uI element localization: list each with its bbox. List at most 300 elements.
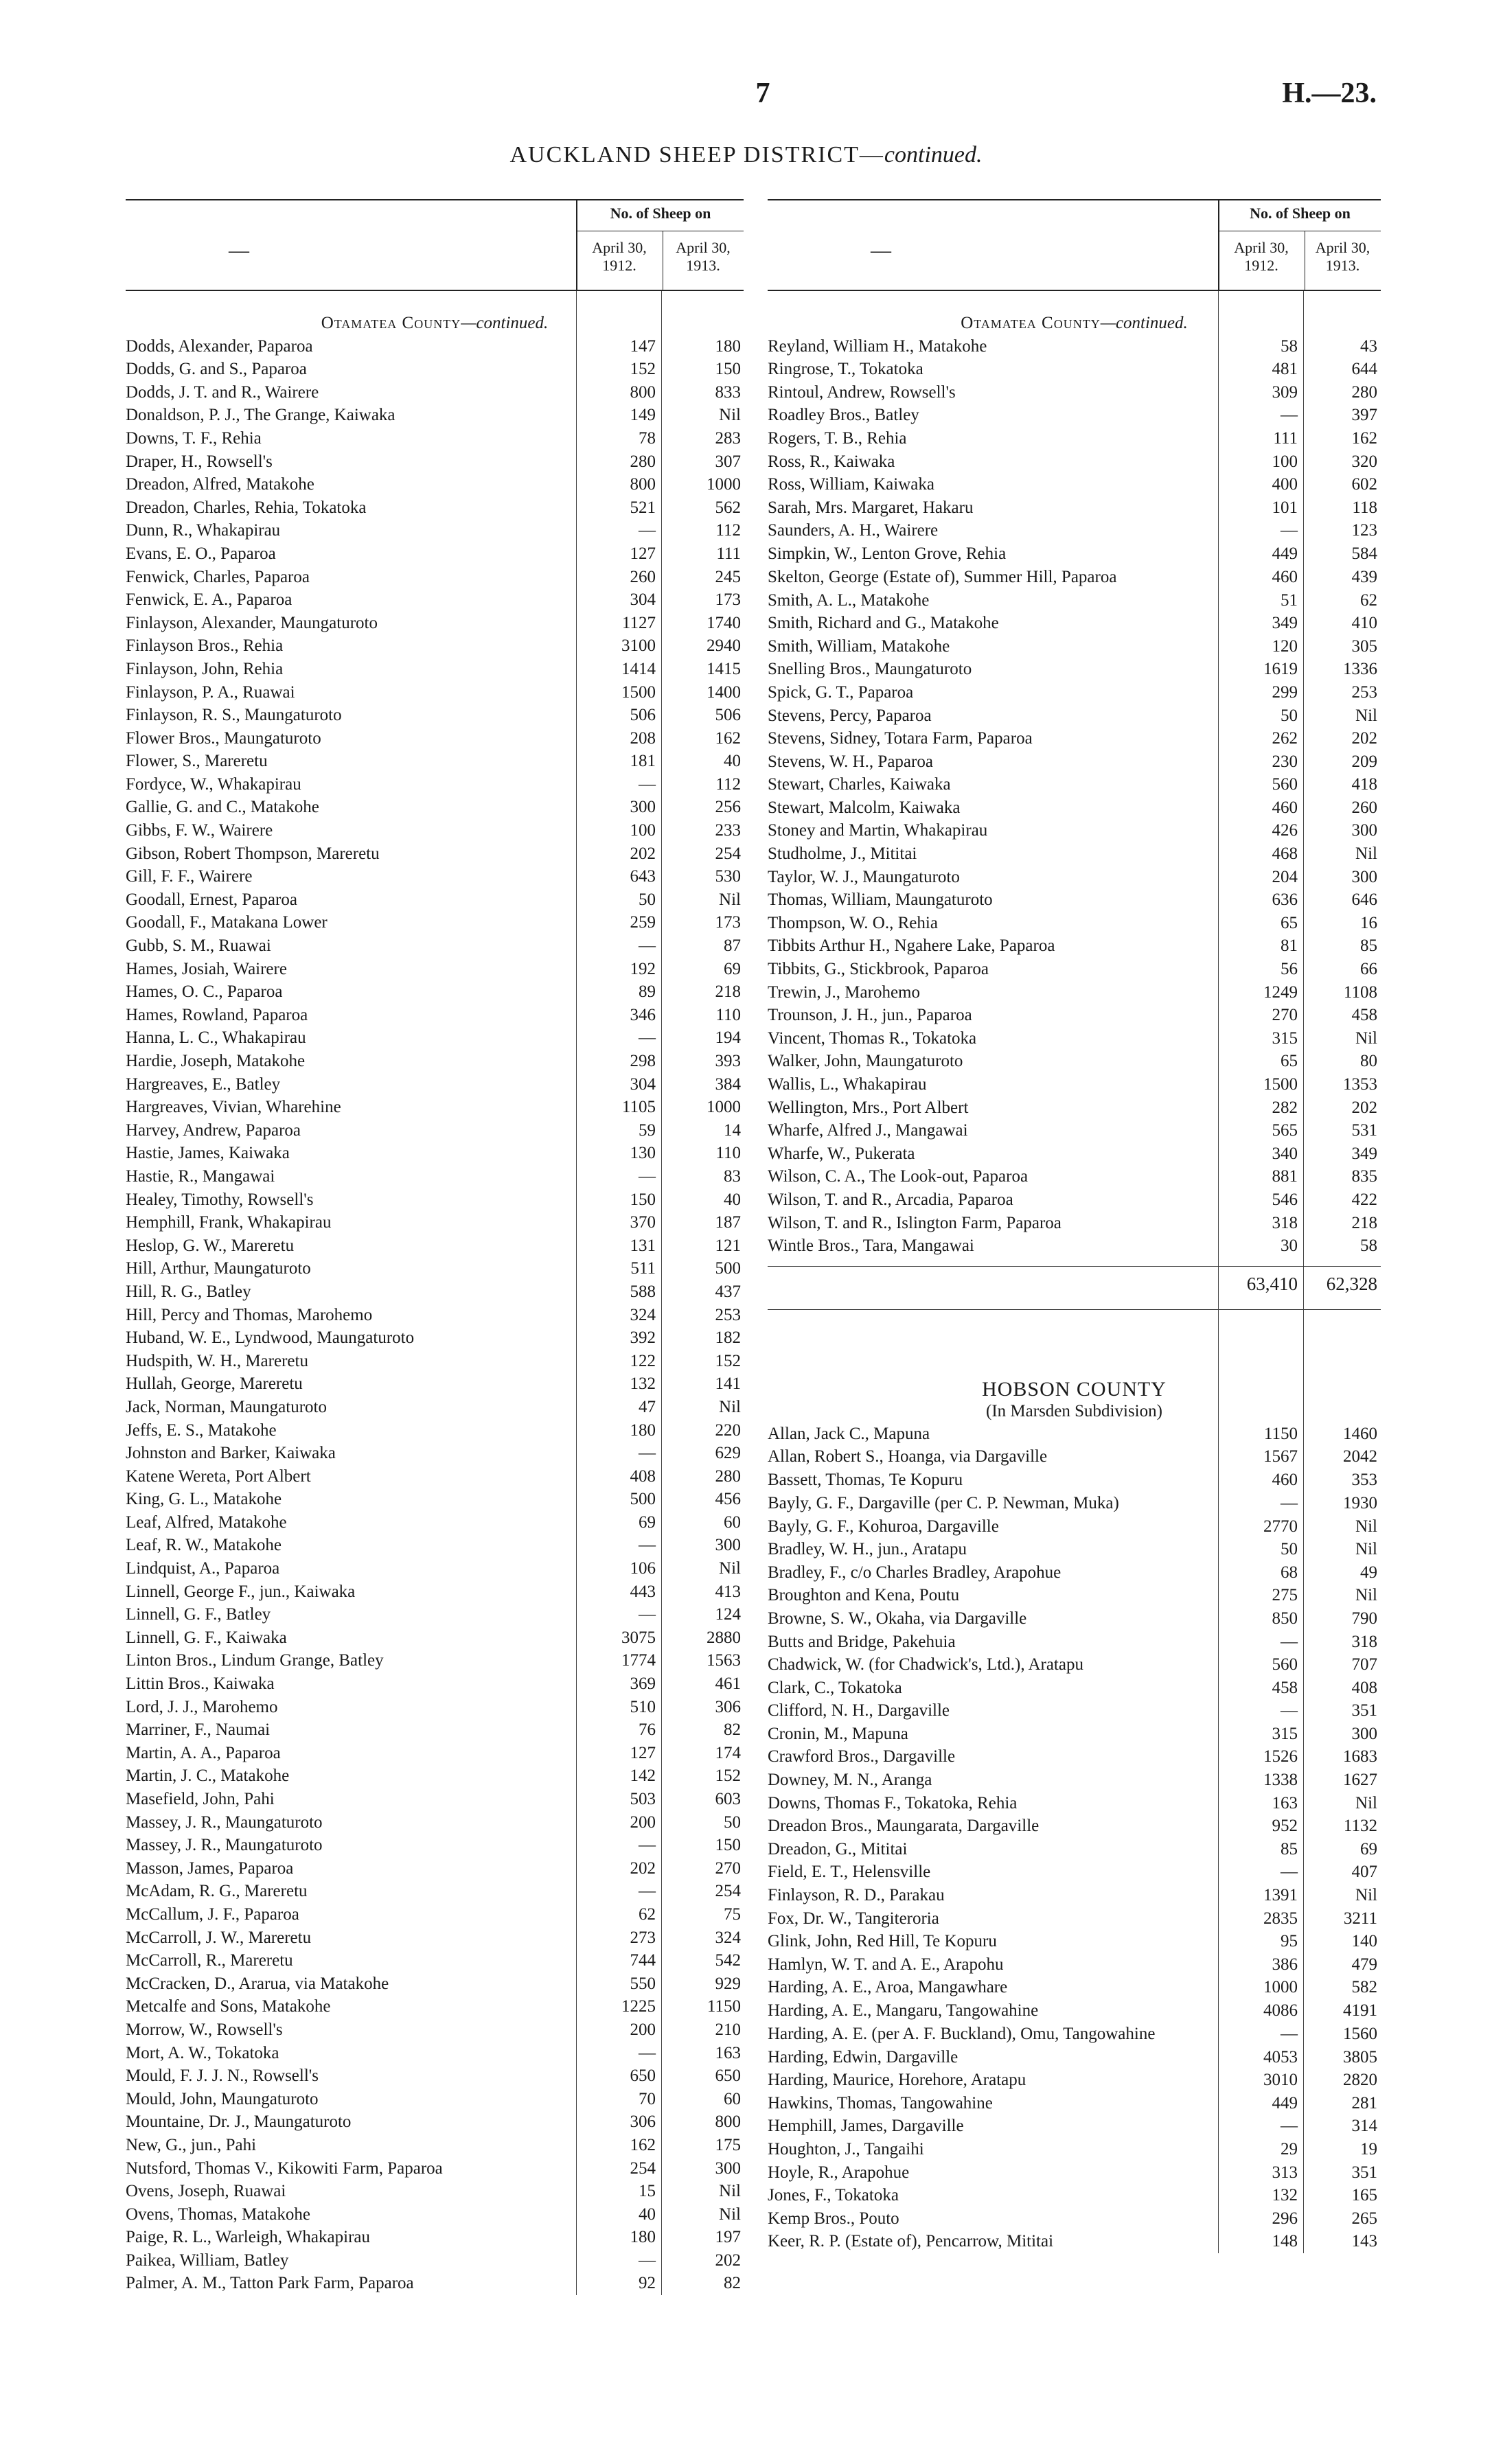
sheep-1912: 386 xyxy=(1272,1955,1298,1974)
sheep-1912: 47 xyxy=(639,1397,656,1416)
holder-name: Linnell, G. F., Kaiwaka xyxy=(126,1628,287,1647)
table-row xyxy=(126,796,744,819)
holder-name: Gallie, G. and C., Matakohe xyxy=(126,798,319,817)
holder-name: Martin, A. A., Paparoa xyxy=(126,1743,281,1762)
table-row xyxy=(768,1538,1381,1561)
table-row xyxy=(126,2064,744,2088)
holder-name: Vincent, Thomas R., Tokatoka xyxy=(768,1028,977,1048)
sheep-1913: 300 xyxy=(1351,867,1377,886)
table-row xyxy=(768,1745,1381,1769)
sheep-1913: 75 xyxy=(724,1904,741,1924)
table-header-left xyxy=(126,199,744,291)
table-row xyxy=(768,1119,1381,1142)
holder-name: Hill, R. G., Batley xyxy=(126,1282,251,1301)
sheep-1912: 40 xyxy=(639,2204,656,2224)
table-row xyxy=(768,589,1381,612)
table-row xyxy=(126,1142,744,1165)
sheep-1912: 4086 xyxy=(1263,2001,1298,2020)
sheep-1913: 112 xyxy=(715,774,741,794)
table-row xyxy=(768,1792,1381,1815)
holder-name: Harding, Edwin, Dargaville xyxy=(768,2047,959,2066)
table-row xyxy=(126,2110,744,2134)
table-row xyxy=(126,1834,744,1857)
holder-name: Draper, H., Rowsell's xyxy=(126,452,273,471)
sheep-1913: 19 xyxy=(1360,2139,1377,2158)
holder-name: Ross, William, Kaiwaka xyxy=(768,475,934,494)
holder-name: Martin, J. C., Matakohe xyxy=(126,1766,290,1786)
table-row xyxy=(768,1234,1381,1258)
table-row xyxy=(768,796,1381,820)
holder-name: Dunn, R., Whakapirau xyxy=(126,521,281,540)
sheep-1912: 204 xyxy=(1272,867,1298,886)
sheep-1913: 254 xyxy=(715,844,741,863)
holder-name: Flower Bros., Maungaturoto xyxy=(126,728,321,748)
district-heading: AUCKLAND SHEEP DISTRICT—continued. xyxy=(509,142,983,168)
table-row xyxy=(126,958,744,981)
sheep-1912: 510 xyxy=(630,1697,656,1716)
sheep-1912: 952 xyxy=(1272,1817,1298,1836)
sheep-1913: 124 xyxy=(715,1605,741,1624)
holder-name: Lindquist, A., Paparoa xyxy=(126,1559,280,1578)
sheep-1913: 2820 xyxy=(1343,2071,1377,2090)
sheep-1912: 273 xyxy=(630,1928,656,1947)
holder-name: Leaf, R. W., Matakohe xyxy=(126,1536,282,1555)
sheep-1913: 265 xyxy=(1351,2209,1377,2228)
sheep-1912: 460 xyxy=(1272,567,1298,586)
table-row xyxy=(126,1788,744,1811)
table-row xyxy=(126,1350,744,1373)
holder-name: Rogers, T. B., Rehia xyxy=(768,428,907,448)
table-row xyxy=(768,542,1381,566)
holder-name: Harding, Maurice, Horehore, Aratapu xyxy=(768,2071,1026,2090)
holder-name: Studholme, J., Mititai xyxy=(768,844,917,864)
table-row xyxy=(126,2157,744,2180)
table-row xyxy=(768,1907,1381,1931)
sheep-1913: 353 xyxy=(1351,1470,1377,1489)
sheep-1913: 69 xyxy=(724,959,741,978)
sheep-1912: 202 xyxy=(630,1858,656,1878)
table-row xyxy=(126,750,744,773)
sheep-1913: 646 xyxy=(1351,890,1377,910)
table-row xyxy=(126,1211,744,1234)
holder-name: Gill, F. F., Wairere xyxy=(126,867,253,886)
sheep-1912: 2770 xyxy=(1263,1517,1298,1536)
table-row xyxy=(768,2092,1381,2115)
table-row xyxy=(768,2230,1381,2253)
holder-name: Hames, Josiah, Wairere xyxy=(126,959,287,978)
holder-name: Hemphill, James, Dargaville xyxy=(768,2117,964,2136)
sheep-1912: 162 xyxy=(630,2135,656,2154)
holder-name: Hanna, L. C., Whakapirau xyxy=(126,1028,306,1048)
sheep-1912: 1338 xyxy=(1263,1771,1298,1790)
sheep-1912: — xyxy=(1281,521,1298,540)
sheep-1912: 1526 xyxy=(1263,1747,1298,1766)
sheep-1913: 300 xyxy=(1351,821,1377,840)
holder-name: Simpkin, W., Lenton Grove, Rehia xyxy=(768,544,1007,563)
table-row xyxy=(768,1953,1381,1977)
sheep-1912: 306 xyxy=(630,2112,656,2132)
sheep-1912: 200 xyxy=(630,1812,656,1832)
table-row xyxy=(768,2207,1381,2231)
sheep-1912: 68 xyxy=(1281,1563,1298,1582)
holder-name: Wilson, T. and R., Arcadia, Paparoa xyxy=(768,1190,1013,1209)
sheep-1912: 315 xyxy=(1272,1028,1298,1048)
holder-name: Flower, S., Mareretu xyxy=(126,752,268,771)
sheep-1913: 141 xyxy=(715,1374,741,1394)
holder-name: Bassett, Thomas, Te Kopuru xyxy=(768,1470,963,1489)
sheep-1913: 87 xyxy=(724,936,741,956)
holder-name: McCallum, J. F., Paparoa xyxy=(126,1904,299,1924)
sheep-1913: 602 xyxy=(1351,475,1377,494)
table-row xyxy=(126,1026,744,1050)
sheep-1912: 443 xyxy=(630,1582,656,1601)
sheep-1913: 270 xyxy=(715,1858,741,1878)
sheep-1912: 2835 xyxy=(1263,1909,1298,1928)
sheep-1912: 230 xyxy=(1272,752,1298,771)
holder-name: Fenwick, Charles, Paparoa xyxy=(126,567,310,586)
holder-name: Stevens, W. H., Paparoa xyxy=(768,752,933,771)
sheep-1913: 152 xyxy=(715,1766,741,1786)
holder-name: Broughton and Kena, Poutu xyxy=(768,1586,960,1605)
sheep-1913: 1560 xyxy=(1343,2025,1377,2043)
table-header-right xyxy=(768,199,1381,291)
table-row xyxy=(126,704,744,727)
table-row xyxy=(768,2046,1381,2069)
table-row xyxy=(126,1165,744,1188)
sheep-1912: 643 xyxy=(630,867,656,886)
sheep-1913: 60 xyxy=(724,2089,741,2108)
sheep-1913: 16 xyxy=(1360,913,1377,932)
table-row xyxy=(768,2161,1381,2185)
sheep-1913: 111 xyxy=(716,544,741,563)
table-row xyxy=(126,1557,744,1580)
sheep-1913: 49 xyxy=(1360,1563,1377,1582)
total-1912: 63,410 xyxy=(1246,1273,1298,1294)
table-row xyxy=(768,2184,1381,2207)
table-row xyxy=(768,381,1381,404)
sheep-1912: — xyxy=(639,1166,656,1186)
sheep-1913: 644 xyxy=(1351,360,1377,379)
sheep-1913: 461 xyxy=(715,1674,741,1694)
table-row xyxy=(768,1050,1381,1073)
holder-name: Browne, S. W., Okaha, via Dargaville xyxy=(768,1609,1027,1628)
sheep-1912: 254 xyxy=(630,2158,656,2178)
sheep-1913: 2940 xyxy=(707,636,741,656)
sheep-1913: Nil xyxy=(1355,1517,1377,1536)
table-row xyxy=(768,1999,1381,2023)
sheep-1913: 1400 xyxy=(707,682,741,702)
table-row xyxy=(126,588,744,612)
sheep-1912: 392 xyxy=(630,1328,656,1348)
col-1913-header: April 30, 1913. xyxy=(1315,239,1370,274)
table-row xyxy=(768,934,1381,958)
table-row xyxy=(768,2023,1381,2046)
sheep-1912: 81 xyxy=(1281,936,1298,956)
sheep-1913: 163 xyxy=(715,2043,741,2062)
table-row xyxy=(126,1419,744,1442)
sheep-1913: 69 xyxy=(1360,1839,1377,1858)
sheep-1913: 300 xyxy=(1351,1724,1377,1743)
holder-name: Skelton, George (Estate of), Summer Hill, Paparoa xyxy=(768,567,1117,586)
sheep-1912: — xyxy=(639,1836,656,1855)
table-row xyxy=(126,2134,744,2157)
table-row xyxy=(768,1884,1381,1907)
holder-name: Crawford Bros., Dargaville xyxy=(768,1747,956,1766)
sheep-1913: 393 xyxy=(715,1052,741,1070)
sheep-1913: 180 xyxy=(715,336,741,356)
sheep-1912: 313 xyxy=(1272,2163,1298,2182)
sheep-1913: 351 xyxy=(1351,1701,1377,1720)
table-row xyxy=(126,1534,744,1557)
holder-name: Finlayson, P. A., Ruawai xyxy=(126,682,295,702)
holder-name: Jack, Norman, Maungaturoto xyxy=(126,1397,327,1416)
sheep-1913: 408 xyxy=(1351,1678,1377,1697)
sheep-1913: Nil xyxy=(1355,1028,1377,1048)
table-row xyxy=(126,911,744,934)
holder-name: Bayly, G. F., Dargaville (per C. P. Newman, Muka) xyxy=(768,1493,1119,1512)
holder-name: Gibbs, F. W., Wairere xyxy=(126,821,273,840)
sheep-1913: 110 xyxy=(715,1144,741,1163)
table-row xyxy=(126,335,744,358)
sheep-1913: 220 xyxy=(715,1420,741,1440)
holder-name: Johnston and Barker, Kaiwaka xyxy=(126,1444,336,1463)
table-row xyxy=(768,2115,1381,2138)
table-row xyxy=(768,1096,1381,1120)
table-row xyxy=(768,1861,1381,1884)
holder-name: Hargreaves, E., Batley xyxy=(126,1074,281,1094)
sheep-1912: 304 xyxy=(630,590,656,610)
sheep-1913: 40 xyxy=(724,1190,741,1209)
table-row xyxy=(126,2249,744,2272)
sheep-1912: 500 xyxy=(630,1490,656,1509)
sheep-1912: — xyxy=(639,1028,656,1048)
sheep-1912: 3100 xyxy=(621,636,656,656)
table-row xyxy=(126,1672,744,1696)
sheep-1912: 70 xyxy=(639,2089,656,2108)
sheep-1913: 209 xyxy=(1351,752,1377,771)
table-row xyxy=(768,681,1381,704)
table-row xyxy=(126,1649,744,1672)
table-row xyxy=(768,519,1381,542)
table-row xyxy=(126,888,744,912)
sheep-1913: 253 xyxy=(1351,682,1377,702)
sheep-1913: 110 xyxy=(715,1005,741,1024)
table-row xyxy=(126,1626,744,1650)
holder-name: Wharfe, W., Pukerata xyxy=(768,1144,915,1163)
holder-name: Paige, R. L., Warleigh, Whakapirau xyxy=(126,2228,370,2247)
holder-name: Finlayson, R. D., Parakau xyxy=(768,1886,945,1905)
holder-name: Trewin, J., Marohemo xyxy=(768,982,920,1002)
table-row xyxy=(126,2018,744,2042)
table-row xyxy=(126,1972,744,1996)
holder-name: Hill, Percy and Thomas, Marohemo xyxy=(126,1305,373,1324)
table-row xyxy=(768,658,1381,681)
holder-name: Mountaine, Dr. J., Maungaturoto xyxy=(126,2112,352,2132)
sheep-1912: 132 xyxy=(630,1374,656,1394)
section-heading-hobson: HOBSON COUNTY xyxy=(982,1377,1167,1401)
sheep-1912: — xyxy=(639,774,656,794)
sheep-1913: Nil xyxy=(719,1397,741,1416)
table-row xyxy=(126,1188,744,1212)
holder-name: Harvey, Andrew, Paparoa xyxy=(126,1120,301,1140)
table-row xyxy=(126,1304,744,1327)
sheep-1912: 192 xyxy=(630,959,656,978)
sheep-1913: Nil xyxy=(719,2204,741,2224)
holder-name: Hullah, George, Mareretu xyxy=(126,1374,303,1394)
holder-name: Gubb, S. M., Ruawai xyxy=(126,936,271,956)
sheep-1913: 150 xyxy=(715,360,741,379)
holder-name: Clifford, N. H., Dargaville xyxy=(768,1701,950,1720)
col-1913-header: April 30, 1913. xyxy=(676,239,731,274)
holder-name: Mould, F. J. J. N., Rowsell's xyxy=(126,2066,319,2086)
table-row xyxy=(768,1607,1381,1631)
sheep-count-group-header xyxy=(1218,200,1381,290)
sheep-1912: 408 xyxy=(630,1466,656,1486)
sheep-1913: 123 xyxy=(1351,521,1377,540)
holder-name: Downey, M. N., Aranga xyxy=(768,1771,932,1790)
sheep-1912: 15 xyxy=(639,2182,656,2201)
table-row xyxy=(768,1492,1381,1515)
holder-name: Wilson, C. A., The Look-out, Paparoa xyxy=(768,1167,1029,1186)
holder-name: Masefield, John, Pahi xyxy=(126,1790,275,1808)
sheep-1913: 456 xyxy=(715,1490,741,1509)
holder-name: Hardie, Joseph, Matakohe xyxy=(126,1052,306,1070)
sheep-1912: 881 xyxy=(1272,1167,1298,1186)
table-row xyxy=(126,634,744,658)
right-column xyxy=(768,199,1381,2253)
sheep-1912: 50 xyxy=(1281,706,1298,725)
holder-name: Sarah, Mrs. Margaret, Hakaru xyxy=(768,498,974,517)
sheep-1912: 282 xyxy=(1272,1098,1298,1117)
sheep-1912: 636 xyxy=(1272,890,1298,910)
holder-name: Leaf, Alfred, Matakohe xyxy=(126,1512,287,1532)
holder-name: Dreadon Bros., Maungarata, Dargaville xyxy=(768,1817,1040,1836)
holder-name: Stevens, Percy, Paparoa xyxy=(768,706,932,725)
holder-name: New, G., jun., Pahi xyxy=(126,2135,257,2154)
sheep-1912: 148 xyxy=(1272,2232,1298,2251)
holder-name: Ovens, Thomas, Matakohe xyxy=(126,2204,310,2224)
sheep-1913: 218 xyxy=(715,982,741,1002)
sheep-1913: 140 xyxy=(1351,1932,1377,1951)
sheep-1912: 1567 xyxy=(1263,1447,1298,1466)
sheep-1913: 173 xyxy=(715,590,741,610)
sheep-1912: 1619 xyxy=(1263,660,1298,679)
holder-name: Finlayson, Alexander, Maungaturoto xyxy=(126,613,378,632)
sheep-1913: Nil xyxy=(1355,1540,1377,1559)
sheep-1913: 40 xyxy=(724,752,741,771)
holder-name: Allan, Robert S., Hoanga, via Dargaville xyxy=(768,1447,1048,1466)
table-row xyxy=(768,335,1381,358)
sheep-1913: 60 xyxy=(724,1512,741,1532)
sheep-1913: 413 xyxy=(715,1582,741,1601)
holder-name: Smith, Richard and G., Matakohe xyxy=(768,614,999,633)
holder-name: Thomas, William, Maungaturoto xyxy=(768,890,993,910)
table-row xyxy=(126,1603,744,1626)
sheep-1912: 346 xyxy=(630,1005,656,1024)
sheep-1913: 835 xyxy=(1351,1167,1377,1186)
sheep-1912: 51 xyxy=(1281,590,1298,610)
sheep-1913: 82 xyxy=(724,1720,741,1740)
sheep-1913: 305 xyxy=(1351,636,1377,656)
table-row xyxy=(126,1372,744,1396)
sheep-1913: 197 xyxy=(715,2228,741,2247)
table-row xyxy=(126,2203,744,2226)
table-row xyxy=(126,1280,744,1304)
table-row xyxy=(768,1469,1381,1492)
sheep-1912: 89 xyxy=(639,982,656,1002)
table-row xyxy=(126,1465,744,1488)
holder-name: Wallis, L., Whakapirau xyxy=(768,1075,927,1094)
sheep-1913: 603 xyxy=(715,1790,741,1808)
sheep-1913: 1627 xyxy=(1343,1771,1377,1790)
sheep-1912: 565 xyxy=(1272,1121,1298,1140)
table-row xyxy=(126,496,744,520)
sheep-1912: — xyxy=(639,1605,656,1624)
table-row xyxy=(126,934,744,958)
holder-name: Keer, R. P. (Estate of), Pencarrow, Mititai xyxy=(768,2232,1054,2251)
sheep-1912: 259 xyxy=(630,913,656,932)
sheep-1912: 560 xyxy=(1272,775,1298,794)
table-row xyxy=(126,2042,744,2065)
total-row xyxy=(768,1266,1381,1309)
sheep-1913: 218 xyxy=(1351,1213,1377,1232)
sheep-1912: 152 xyxy=(630,360,656,379)
table-row xyxy=(126,2088,744,2111)
holder-name: Fox, Dr. W., Tangiteroria xyxy=(768,1909,939,1928)
holder-name: Stewart, Charles, Kaiwaka xyxy=(768,775,951,794)
holder-name: Roadley Bros., Batley xyxy=(768,406,919,425)
holder-name: Stoney and Martin, Whakapirau xyxy=(768,821,988,840)
sheep-1912: 30 xyxy=(1281,1236,1298,1256)
sheep-1913: 202 xyxy=(1351,1098,1377,1117)
holder-name: Heslop, G. W., Mareretu xyxy=(126,1236,295,1255)
sheep-1913: 418 xyxy=(1351,775,1377,794)
holder-name: Littin Bros., Kaiwaka xyxy=(126,1674,275,1694)
holder-name: Taylor, W. J., Maungaturoto xyxy=(768,867,960,886)
sheep-1912: 744 xyxy=(630,1951,656,1970)
sheep-1912: — xyxy=(639,936,656,956)
table-row xyxy=(126,1257,744,1280)
sheep-1913: 1683 xyxy=(1343,1747,1377,1766)
sheep-1913: 318 xyxy=(1351,1632,1377,1651)
table-row xyxy=(768,750,1381,774)
sheep-1913: 506 xyxy=(715,706,741,725)
holder-name: Saunders, A. H., Wairere xyxy=(768,521,939,540)
holder-name: Thompson, W. O., Rehia xyxy=(768,913,938,932)
sheep-1913: 82 xyxy=(724,2274,741,2293)
left-column xyxy=(126,199,744,2295)
holder-name: Hargreaves, Vivian, Wharehine xyxy=(126,1098,341,1117)
sheep-1913: 2880 xyxy=(707,1628,741,1647)
sheep-1913: 1930 xyxy=(1343,1493,1377,1512)
table-row xyxy=(768,496,1381,520)
sheep-1912: 59 xyxy=(639,1120,656,1140)
group-title: No. of Sheep on xyxy=(610,205,711,222)
holder-name: Smith, William, Matakohe xyxy=(768,636,950,656)
sheep-1913: 300 xyxy=(715,2158,741,2178)
sheep-1912: 1391 xyxy=(1263,1886,1298,1905)
sheep-1913: 187 xyxy=(715,1213,741,1232)
sheep-1913: 1336 xyxy=(1343,660,1377,679)
table-row xyxy=(768,450,1381,474)
table-row xyxy=(126,381,744,404)
sheep-1913: 4191 xyxy=(1343,2001,1377,2020)
sheep-1913: 210 xyxy=(715,2020,741,2039)
sheep-1913: 83 xyxy=(724,1166,741,1186)
sheep-1912: 340 xyxy=(1272,1144,1298,1163)
sheep-1912: 503 xyxy=(630,1790,656,1808)
holder-name: Harding, A. E. (per A. F. Buckland), Omu, Tangowahine xyxy=(768,2024,1156,2043)
